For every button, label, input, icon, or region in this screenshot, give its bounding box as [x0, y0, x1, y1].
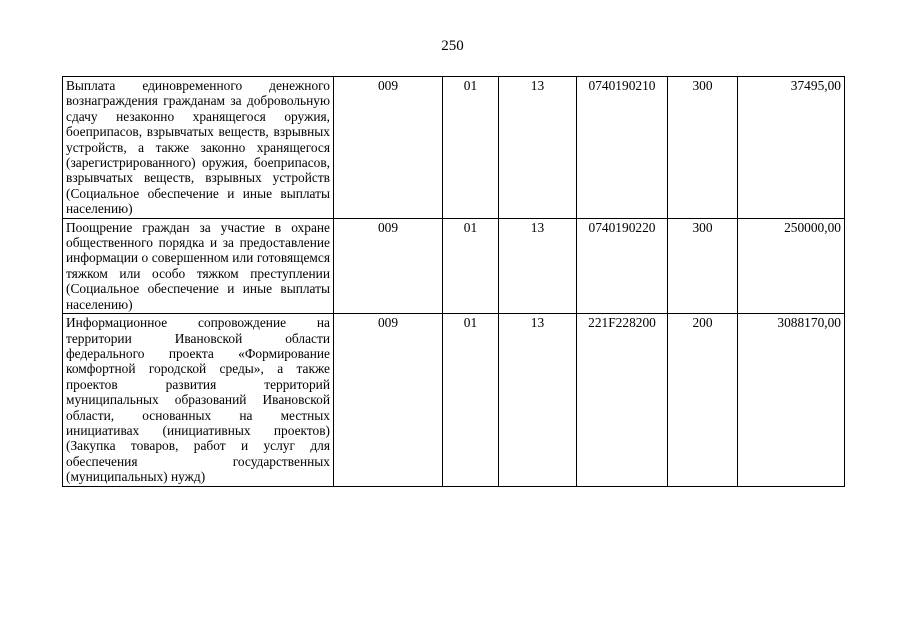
section-code: 01: [443, 314, 499, 486]
subsection-code: 13: [499, 314, 577, 486]
section-code: 01: [443, 218, 499, 313]
expense-type-code: 300: [668, 218, 738, 313]
row-description: Поощрение граждан за участие в охране общественного порядка и за предоставление информации о совершенном или готовящемся тяжком или особо тяжком преступлении (Социальное обеспечение и иные выплаты населению): [63, 218, 334, 313]
amount-value: 3088170,00: [738, 314, 845, 486]
expense-type-code: 200: [668, 314, 738, 486]
row-description: Информационное сопровождение на территории Ивановской области федерального проекта «Формирование комфортной городской среды», а также проектов развития территорий муниципальных образований Ивановской области, основанных на местных инициативах (инициативных проектов) (Закупка товаров, работ и услуг для обеспечения государственных (муниципальных) нужд): [63, 314, 334, 486]
table-row: [63, 314, 845, 486]
ministry-code: 009: [334, 218, 443, 313]
subsection-code: 13: [499, 77, 577, 219]
row-description: Выплата единовременного денежного вознаграждения гражданам за добровольную сдачу незаконно хранящегося оружия, боеприпасов, взрывчатых веществ, взрывных устройств, а также законно хранящегося (зарегистрированного) оружия, боеприпасов, взрывчатых веществ, взрывных устройств (Социальное обеспечение и иные выплаты населению): [63, 77, 334, 219]
target-article-code: 221F228200: [577, 314, 668, 486]
target-article-code: 0740190210: [577, 77, 668, 219]
amount-value: 37495,00: [738, 77, 845, 219]
section-code: 01: [443, 77, 499, 219]
expense-type-code: 300: [668, 77, 738, 219]
ministry-code: 009: [334, 77, 443, 219]
page-number: 250: [441, 38, 464, 54]
budget-table: [62, 76, 845, 487]
ministry-code: 009: [334, 314, 443, 486]
amount-value: 250000,00: [738, 218, 845, 313]
table-row: [63, 77, 845, 219]
target-article-code: 0740190220: [577, 218, 668, 313]
subsection-code: 13: [499, 218, 577, 313]
table-row: [63, 218, 845, 313]
